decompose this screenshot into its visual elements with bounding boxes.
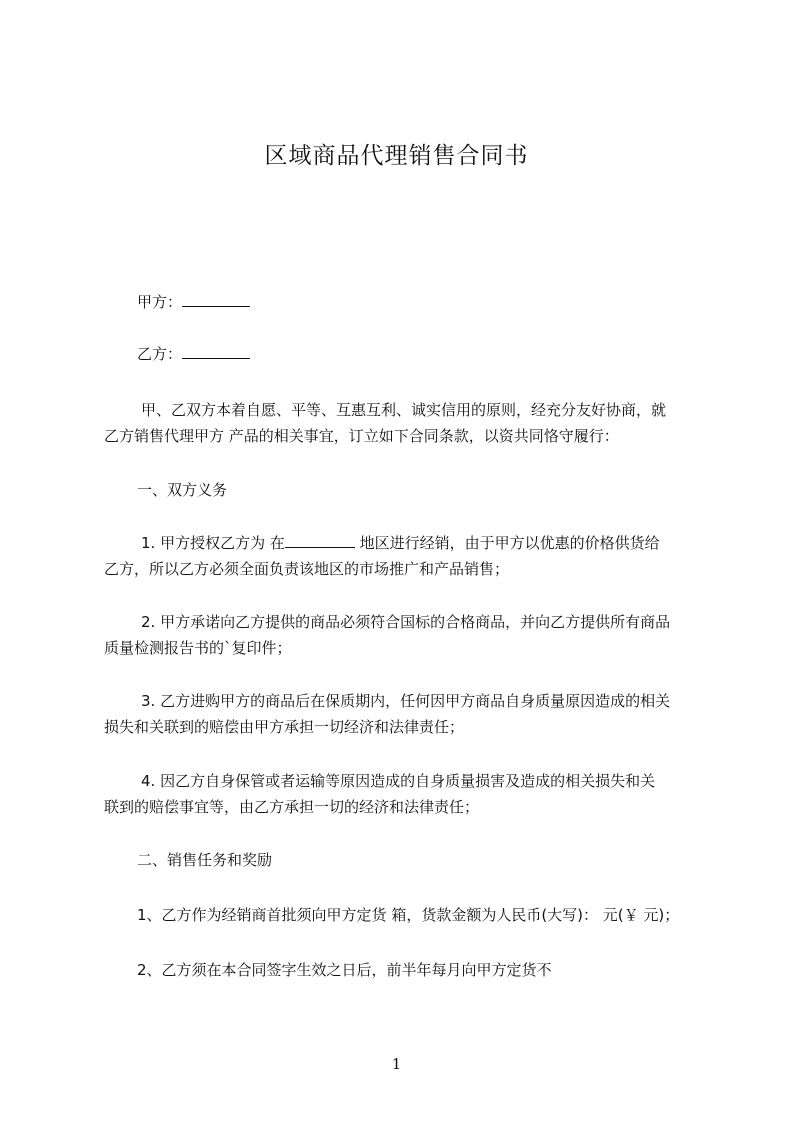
clause-4-line1: 4. 因乙方自身保管或者运输等原因造成的自身质量损害及造成的相关损失和关 — [141, 772, 656, 790]
party-a-label: 甲方： — [137, 293, 183, 311]
clause-2-line1: 2. 甲方承诺向乙方提供的商品必须符合国标的合格商品，并向乙方提供所有商品 — [141, 613, 671, 631]
party-b-label: 乙方： — [137, 345, 183, 363]
clause-1-line2: 乙方，所以乙方必须全面负责该地区的市场推广和产品销售； — [104, 560, 510, 578]
task-1: 1、乙方作为经销商首批须向甲方定货 箱，货款金额为人民币(大写)： 元(￥ 元)； — [137, 906, 680, 924]
clause-4-line2: 联到的赔偿事宜等，由乙方承担一切的经济和法律责任； — [104, 798, 480, 816]
section-heading-sales-tasks: 二、销售任务和奖励 — [137, 851, 273, 869]
party-a-blank — [182, 293, 250, 307]
intro-paragraph-line2: 乙方销售代理甲方 产品的相关事宜，订立如下合同条款，以资共同恪守履行： — [104, 427, 619, 445]
party-b-blank — [182, 345, 250, 359]
party-a-line — [137, 292, 250, 312]
clause-3-line1: 3. 乙方进购甲方的商品后在保质期内，任何因甲方商品自身质量原因造成的相关 — [141, 692, 671, 710]
task-2: 2、乙方须在本合同签字生效之日后，前半年每月向甲方定货不 — [137, 961, 552, 979]
clause-3-line2: 损失和关联到的赔偿由甲方承担一切经济和法律责任； — [104, 718, 465, 736]
clause-1-line1 — [141, 533, 660, 553]
intro-paragraph-line1: 甲、乙双方本着自愿、平等、互惠互利、诚实信用的原则，经充分友好协商，就 — [141, 401, 667, 419]
party-b-line — [137, 344, 250, 364]
document-title: 区域商品代理销售合同书 — [264, 143, 529, 169]
clause-1-prefix: 1. 甲方授权乙方为 在 — [141, 534, 285, 552]
page-number: 1 — [391, 1055, 402, 1073]
clause-1-region-blank — [285, 534, 355, 548]
section-heading-obligations: 一、双方义务 — [137, 481, 228, 499]
clause-2-line2: 质量检测报告书的`复印件； — [104, 639, 292, 657]
clause-1-suffix: 地区进行经销，由于甲方以优惠的价格供货给 — [354, 534, 660, 552]
